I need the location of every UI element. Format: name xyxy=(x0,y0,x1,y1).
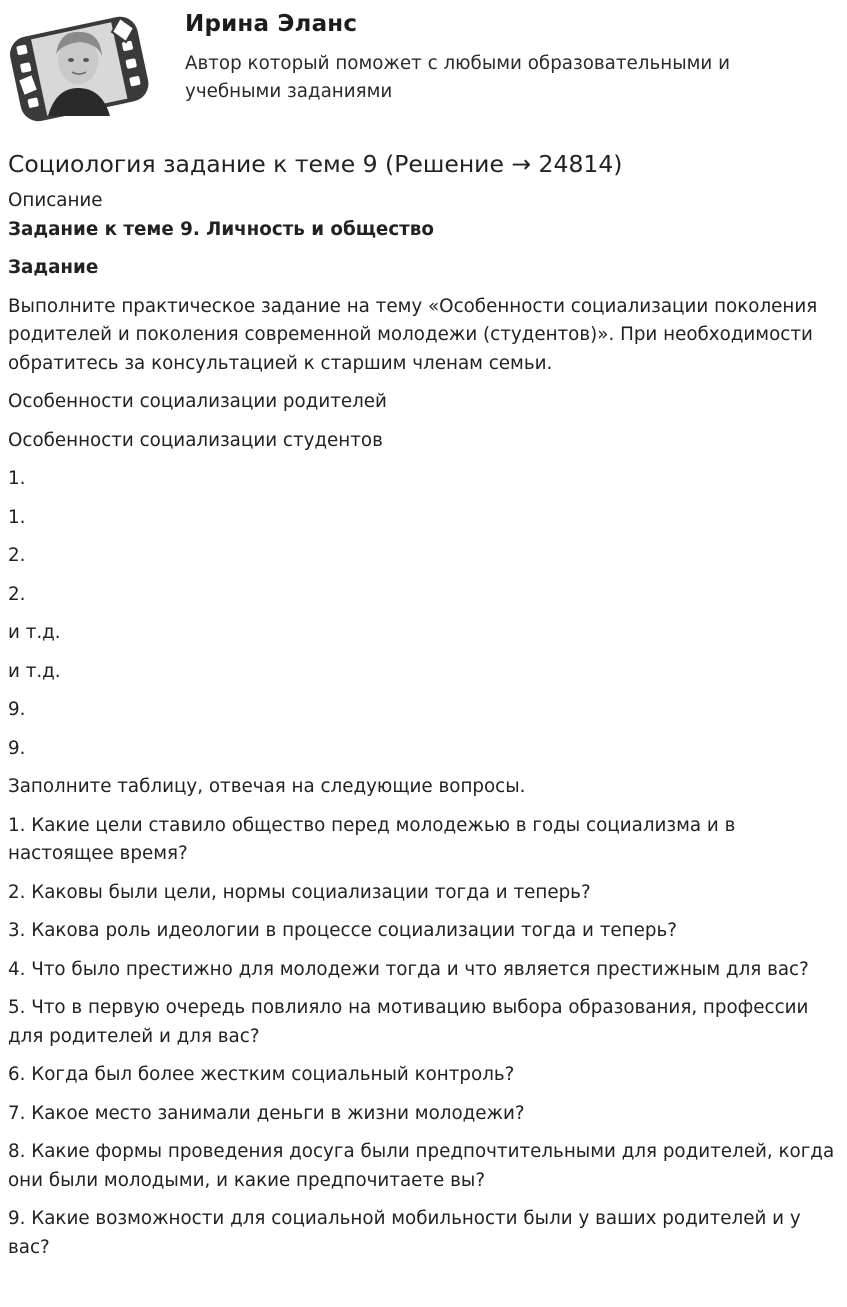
question-item: 5. Что в первую очередь повлияло на мотивацию выбора образования, профессии для родителей и для вас? xyxy=(8,997,809,1047)
column-parents: Особенности социализации родителей xyxy=(8,391,387,412)
author-avatar xyxy=(8,8,150,128)
question-item: 2. Каковы были цели, нормы социализации тогда и теперь? xyxy=(8,881,591,903)
author-description: Автор который поможет с любыми образовательными и учебными заданиями xyxy=(185,53,730,102)
author-name[interactable]: Ирина Эланс xyxy=(185,11,358,37)
column-students: Особенности социализации студентов xyxy=(8,429,383,451)
section-label: Описание xyxy=(8,190,103,211)
table-row: 2. xyxy=(8,545,26,566)
question-item: 7. Какое место занимали деньги в жизни молодежи? xyxy=(8,1102,525,1124)
question-item: 1. Какие цели ставило общество перед молодежью в годы социализма и в настоящее время? xyxy=(8,814,736,864)
topic-heading: Задание к теме 9. Личность и общество xyxy=(8,218,434,240)
question-item: 4. Что было престижно для молодежи тогда и что является престижным для вас? xyxy=(8,958,809,980)
table-row: 2. xyxy=(8,583,26,605)
table-row: и т.д. xyxy=(8,622,61,643)
table-row: 9. xyxy=(8,737,26,759)
page-title: Социология задание к теме 9 (Решение → 24814) xyxy=(8,150,623,178)
fill-instruction: Заполните таблицу, отвечая на следующие вопросы. xyxy=(8,776,526,797)
table-row: 1. xyxy=(8,506,26,528)
document-body xyxy=(8,147,838,1272)
task-heading: Задание xyxy=(8,257,99,278)
table-row: 9. xyxy=(8,699,26,720)
question-item: 3. Какова роль идеологии в процессе социализации тогда и теперь? xyxy=(8,920,677,941)
author-header xyxy=(0,0,847,135)
question-item: 6. Когда был более жестким социальный контроль? xyxy=(8,1064,515,1085)
question-item: 8. Какие формы проведения досуга были предпочтительными для родителей, когда они были молодыми, и какие предпочитаете вы? xyxy=(8,1141,835,1191)
table-row: 1. xyxy=(8,468,26,489)
task-intro: Выполните практическое задание на тему «Особенности социализации поколения родителей и поколения современной молодежи (студентов)». При необходимости обратитесь за консультацией к старшим членам семьи. xyxy=(8,295,818,374)
question-item: 9. Какие возможности для социальной мобильности были у ваших родителей и у вас? xyxy=(8,1208,801,1258)
table-row: и т.д. xyxy=(8,660,61,682)
